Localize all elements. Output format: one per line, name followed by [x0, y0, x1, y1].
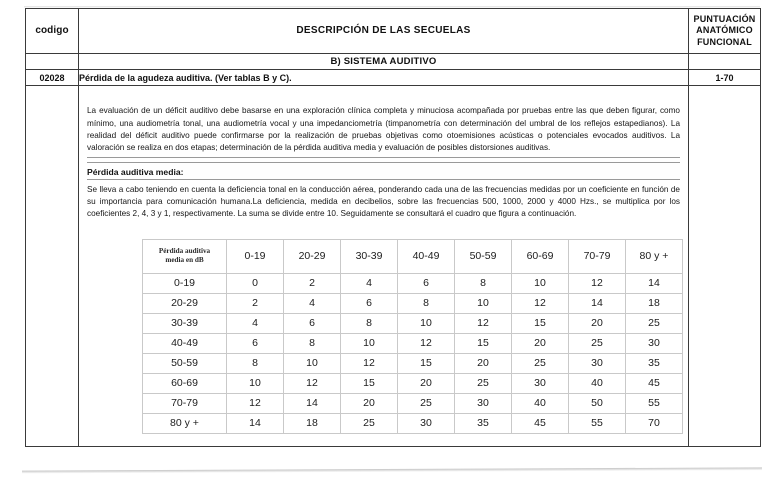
matrix-cell: 40	[512, 393, 569, 413]
matrix-cell: 12	[398, 333, 455, 353]
entry-descripcion: Pérdida de la agudeza auditiva. (Ver tablas B y C).	[79, 70, 689, 86]
matrix-cell: 12	[512, 293, 569, 313]
column-header-puntuacion	[689, 9, 761, 54]
puntuacion-line-2: ANATÓMICO	[696, 25, 753, 36]
matrix-cell: 10	[512, 273, 569, 293]
matrix-cell: 50	[569, 393, 626, 413]
table-header	[26, 9, 761, 54]
body-puntuacion-cell	[689, 86, 761, 447]
body-content	[79, 98, 688, 433]
matrix-cell: 8	[398, 293, 455, 313]
matrix-row-header: 80 y +	[143, 413, 227, 433]
matrix-cell: 30	[455, 393, 512, 413]
entry-codigo: 02028	[26, 70, 79, 86]
matrix-cell: 14	[227, 413, 284, 433]
matrix-cell: 20	[455, 353, 512, 373]
matrix-cell: 12	[341, 353, 398, 373]
matrix-cell: 12	[569, 273, 626, 293]
matrix-cell: 35	[626, 353, 683, 373]
table-body	[26, 54, 761, 447]
matrix-cell: 70	[626, 413, 683, 433]
matrix-row	[143, 413, 683, 433]
subheading-perdida-auditiva-media: Pérdida auditiva media:	[87, 162, 680, 180]
matrix-cell: 2	[227, 293, 284, 313]
matrix-row-header: 70-79	[143, 393, 227, 413]
puntuacion-line-3: FUNCIONAL	[697, 36, 752, 47]
matrix-cell: 18	[284, 413, 341, 433]
matrix-cell: 30	[398, 413, 455, 433]
matrix-col-header: 60-69	[512, 239, 569, 273]
body-description-cell	[79, 86, 689, 447]
matrix-cell: 15	[398, 353, 455, 373]
matrix-cell: 6	[284, 313, 341, 333]
hearing-loss-matrix	[142, 239, 683, 434]
matrix-cell: 10	[284, 353, 341, 373]
body-row	[26, 86, 761, 447]
paragraph-calculo-media: Se lleva a cabo teniendo en cuenta la deficiencia tonal en la conducción aérea, ponderando cada una de las frecuencias medidas por un coeficiente en función de su importancia para comunicación humana.La deficiencia, medida en decibelios, sobre las frecuencias 500, 1000, 2000 y 4000 Hzs., se multiplica por los coeficientes 2, 4, 3 y 1, respectivamente. La suma se divide entre 10. Seguidamente se consultará el cuadro que figura a continuación.	[87, 184, 680, 219]
matrix-cell: 4	[341, 273, 398, 293]
matrix-cell: 4	[227, 313, 284, 333]
matrix-cell: 25	[341, 413, 398, 433]
matrix-cell: 30	[569, 353, 626, 373]
entry-puntuacion: 1-70	[689, 70, 761, 86]
matrix-body	[143, 273, 683, 433]
section-band-title: B) SISTEMA AUDITIVO	[79, 54, 689, 70]
matrix-cell: 35	[455, 413, 512, 433]
matrix-cell: 14	[284, 393, 341, 413]
matrix-row	[143, 293, 683, 313]
matrix-cell: 25	[455, 373, 512, 393]
matrix-cell: 20	[569, 313, 626, 333]
matrix-row	[143, 373, 683, 393]
section-band-row	[26, 54, 761, 70]
matrix-row	[143, 273, 683, 293]
matrix-corner-line-2: media en dB	[165, 256, 204, 265]
matrix-cell: 12	[455, 313, 512, 333]
matrix-cell: 40	[569, 373, 626, 393]
matrix-cell: 8	[341, 313, 398, 333]
matrix-cell: 10	[341, 333, 398, 353]
matrix-cell: 6	[227, 333, 284, 353]
matrix-row-header: 40-49	[143, 333, 227, 353]
matrix-col-header: 20-29	[284, 239, 341, 273]
matrix-cell: 8	[227, 353, 284, 373]
column-header-codigo: codigo	[26, 9, 79, 54]
paragraph-evaluacion-deficit: La evaluación de un déficit auditivo debe basarse en una exploración clínica completa y minuciosa acompañada por pruebas entre las que deben figurar, como mínimo, una audiometría tonal, una audiometría vocal y una impedanciometría (timpanometría con determinación del umbral de los reflejos estapedianos). La realidad del déficit auditivo puede confirmarse por la realización de pruebas objetivas como otoemisiones acústicas o potenciales evocados auditivos. La valoración se realiza en dos etapas; determinación de la pérdida auditiva media y evaluación de posibles distorsiones auditivas.	[87, 105, 680, 157]
entry-row	[26, 70, 761, 86]
matrix-row	[143, 353, 683, 373]
puntuacion-line-1: PUNTUACIÓN	[693, 14, 756, 25]
matrix-row-header: 30-39	[143, 313, 227, 333]
matrix-cell: 10	[455, 293, 512, 313]
matrix-col-header: 80 y +	[626, 239, 683, 273]
matrix-cell: 15	[341, 373, 398, 393]
matrix-cell: 30	[626, 333, 683, 353]
matrix-cell: 45	[626, 373, 683, 393]
matrix-col-header: 70-79	[569, 239, 626, 273]
matrix-header-row	[143, 239, 683, 273]
header-row	[26, 9, 761, 54]
matrix-corner-header	[143, 239, 227, 273]
matrix-cell: 8	[284, 333, 341, 353]
matrix-cell: 14	[569, 293, 626, 313]
matrix-cell: 4	[284, 293, 341, 313]
matrix-cell: 8	[455, 273, 512, 293]
matrix-cell: 25	[626, 313, 683, 333]
matrix-cell: 25	[512, 353, 569, 373]
matrix-col-header: 30-39	[341, 239, 398, 273]
body-codigo-cell	[26, 86, 79, 447]
matrix-cell: 45	[512, 413, 569, 433]
matrix-row-header: 0-19	[143, 273, 227, 293]
matrix-cell: 15	[512, 313, 569, 333]
matrix-cell: 55	[626, 393, 683, 413]
matrix-cell: 15	[455, 333, 512, 353]
matrix-cell: 20	[398, 373, 455, 393]
matrix-row	[143, 313, 683, 333]
matrix-row-header: 60-69	[143, 373, 227, 393]
matrix-row	[143, 393, 683, 413]
matrix-cell: 55	[569, 413, 626, 433]
matrix-header	[143, 239, 683, 273]
matrix-cell: 20	[341, 393, 398, 413]
page-bottom-shadow	[22, 467, 762, 473]
hearing-loss-matrix-wrapper	[142, 239, 680, 434]
matrix-row-header: 50-59	[143, 353, 227, 373]
matrix-cell: 6	[341, 293, 398, 313]
matrix-row-header: 20-29	[143, 293, 227, 313]
matrix-cell: 0	[227, 273, 284, 293]
column-header-descripcion: DESCRIPCIÓN DE LAS SECUELAS	[79, 9, 689, 54]
matrix-row	[143, 333, 683, 353]
matrix-corner-line-1: Pérdida auditiva	[158, 246, 211, 255]
matrix-cell: 30	[512, 373, 569, 393]
matrix-col-header: 0-19	[227, 239, 284, 273]
matrix-col-header: 50-59	[455, 239, 512, 273]
matrix-cell: 25	[398, 393, 455, 413]
matrix-cell: 10	[398, 313, 455, 333]
matrix-cell: 14	[626, 273, 683, 293]
section-band-codigo-cell	[26, 54, 79, 70]
matrix-cell: 2	[284, 273, 341, 293]
matrix-cell: 6	[398, 273, 455, 293]
matrix-cell: 18	[626, 293, 683, 313]
matrix-cell: 10	[227, 373, 284, 393]
matrix-cell: 12	[227, 393, 284, 413]
section-band-puntuacion-cell	[689, 54, 761, 70]
matrix-cell: 12	[284, 373, 341, 393]
matrix-cell: 25	[569, 333, 626, 353]
matrix-cell: 20	[512, 333, 569, 353]
matrix-col-header: 40-49	[398, 239, 455, 273]
baremo-document-table	[25, 8, 761, 447]
